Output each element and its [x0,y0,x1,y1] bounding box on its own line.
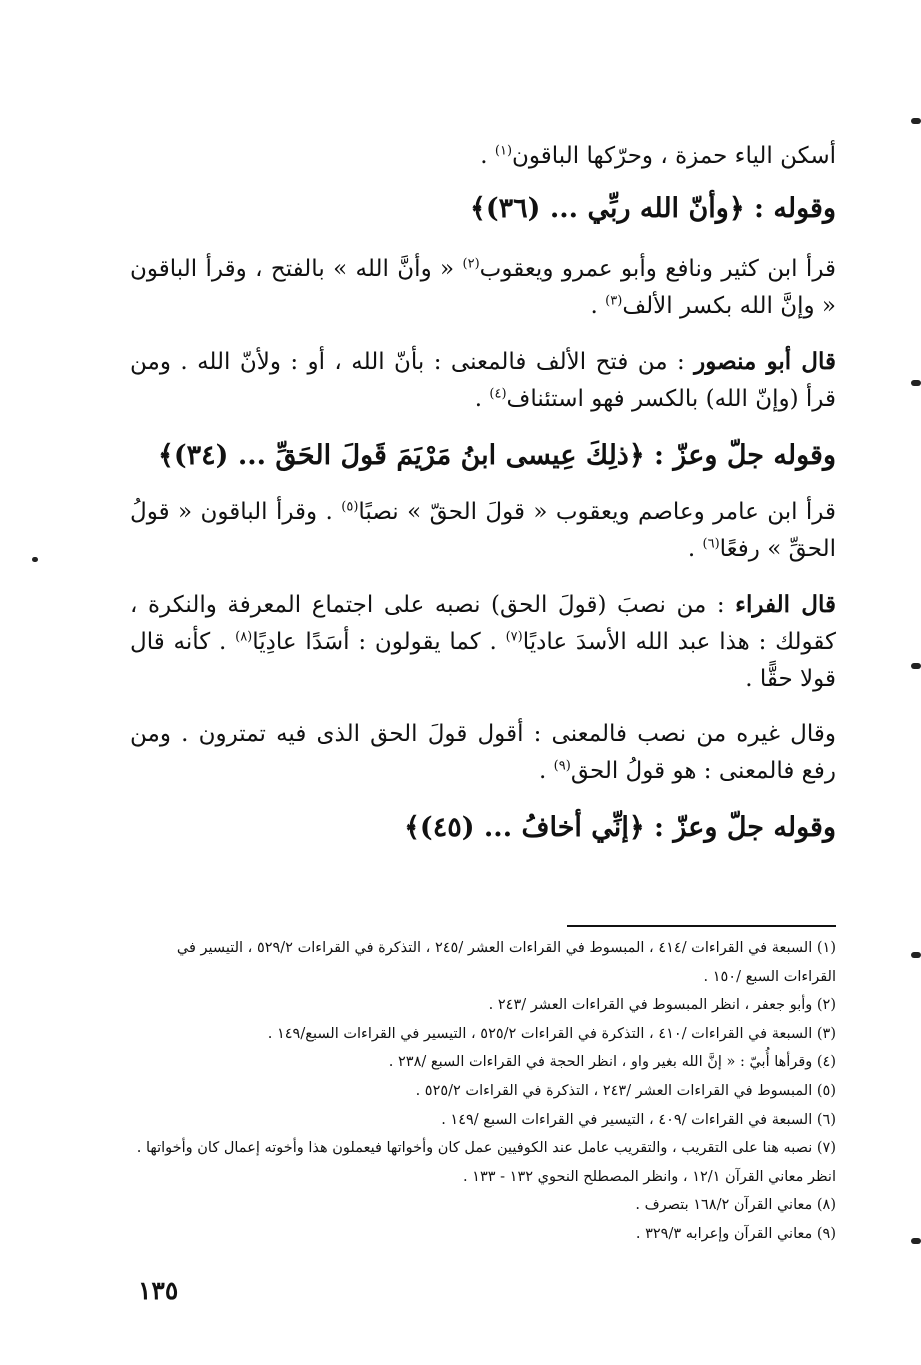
footnote-3: (٣) السبعة في القراءات /٤١٠ ، التذكرة في القراءات ٥٢٥/٢ ، التيسير في القراءات السبع/١٤٩ . [267,1025,836,1042]
paragraph-farra: قال الفراء : من نصبَ (قولَ الحق) نصبه على اجتماع المعرفة والنكرة ، كقولك : هذا عبد الله الأسدَ عاديًا$^{(٧)}$ . كما يقولون : أسَدًا عادِيًا$^{(٨)}$ . كأنه قال قولا حقًّا . [130,591,836,692]
paragraph-1: أسكن الياء حمزة ، وحرّكها الباقون$^{(١)}$ . [480,143,836,169]
footnote-4: (٤) وقرأها أُبيّ : « إنَّ الله بغير واو ، انظر الحجة في القراءات السبع /٢٣٨ . [388,1054,836,1071]
paragraph-other: وقال غيره من نصب فالمعنى : أقول قولَ الحق الذى فيه تمترون . ومن رفع فالمعنى : هو قولُ الحق$^{(٩)}$ . [130,721,836,784]
scan-edge-mark [911,952,921,958]
scan-edge-mark [911,118,921,124]
footnote-7: (٧) نصبه هنا على التقريب ، والتقريب عامل عند الكوفيين عمل كان وأخواتها فيعملون هذا وأخوته إعمال كان وأخواتها . انظر معاني القرآن ١٢/١ ، وانظر المصطلح النحوي ١٣٢ - ١٣٣ . [136,1140,836,1185]
footnote-8: (٨) معاني القرآن ١٦٨/٢ بتصرف . [635,1197,836,1214]
footnote-6: (٦) السبعة في القراءات /٤٠٩ ، التيسير في القراءات السبع /١٤٩ . [441,1111,836,1128]
footnote-ref: (١) [494,143,513,159]
scan-speck [32,557,38,562]
footnote-divider [567,925,836,927]
paragraph-abu-mansur: قال أبو منصور : من فتح الألف فالمعنى : بأنّ الله ، أو : ولأنّ الله . ومن قرأ (وإنّ الله) بالكسر فهو استئناف$^{(٤)}$ . [130,348,836,412]
scan-edge-mark [911,1238,921,1244]
footnote-9: (٩) معاني القرآن وإعرابه ٣٢٩/٣ . [635,1225,836,1242]
verse-heading-36: وقوله : ﴿وأنّ الله ربِّي ... (٣٦)﴾ [470,193,836,224]
footnote-5: (٥) المبسوط في القراءات العشر /٢٤٣ ، التذكرة في القراءات ٥٢٥/٢ . [415,1082,836,1099]
scan-edge-mark [911,380,921,386]
footnote-2: (٢) وأبو جعفر ، انظر المبسوط في القراءات العشر /٢٤٣ . [488,997,836,1014]
paragraph-readings-2: قرأ ابن عامر وعاصم ويعقوب « قولَ الحقّ » نصبًا$^{(٥)}$ . وقرأ الباقون « قولُ الحقِّ » رفعًا$^{(٦)}$ . [130,499,836,562]
verse-heading-45: وقوله جلّ وعزّ : ﴿إنِّي أخافُ ... (٤٥)﴾ [404,812,836,843]
footnotes [130,934,836,1249]
scan-edge-mark [911,663,921,669]
paragraph-readings-1: قرأ ابن كثير ونافع وأبو عمرو ويعقوب$^{(٢)}$ « وأنَّ الله » بالفتح ، وقرأ الباقون « وإنَّ الله بكسر الألف$^{(٣)}$ . [130,256,837,319]
main-text [130,138,836,848]
footnote-1: (١) السبعة في القراءات /٤١٤ ، المبسوط في القراءات العشر /٢٤٥ ، التذكرة في القراءات ٥٢٩/٢ ، التيسير في القراءات السبع /١٥٠ . [176,940,836,985]
verse-heading-34: وقوله جلّ وعزّ : ﴿ذلِكَ عِيسى ابنُ مَرْيَمَ قَولَ الحَقِّ ... (٣٤)﴾ [158,440,836,471]
page-number: ١٣٥ [138,1276,179,1305]
